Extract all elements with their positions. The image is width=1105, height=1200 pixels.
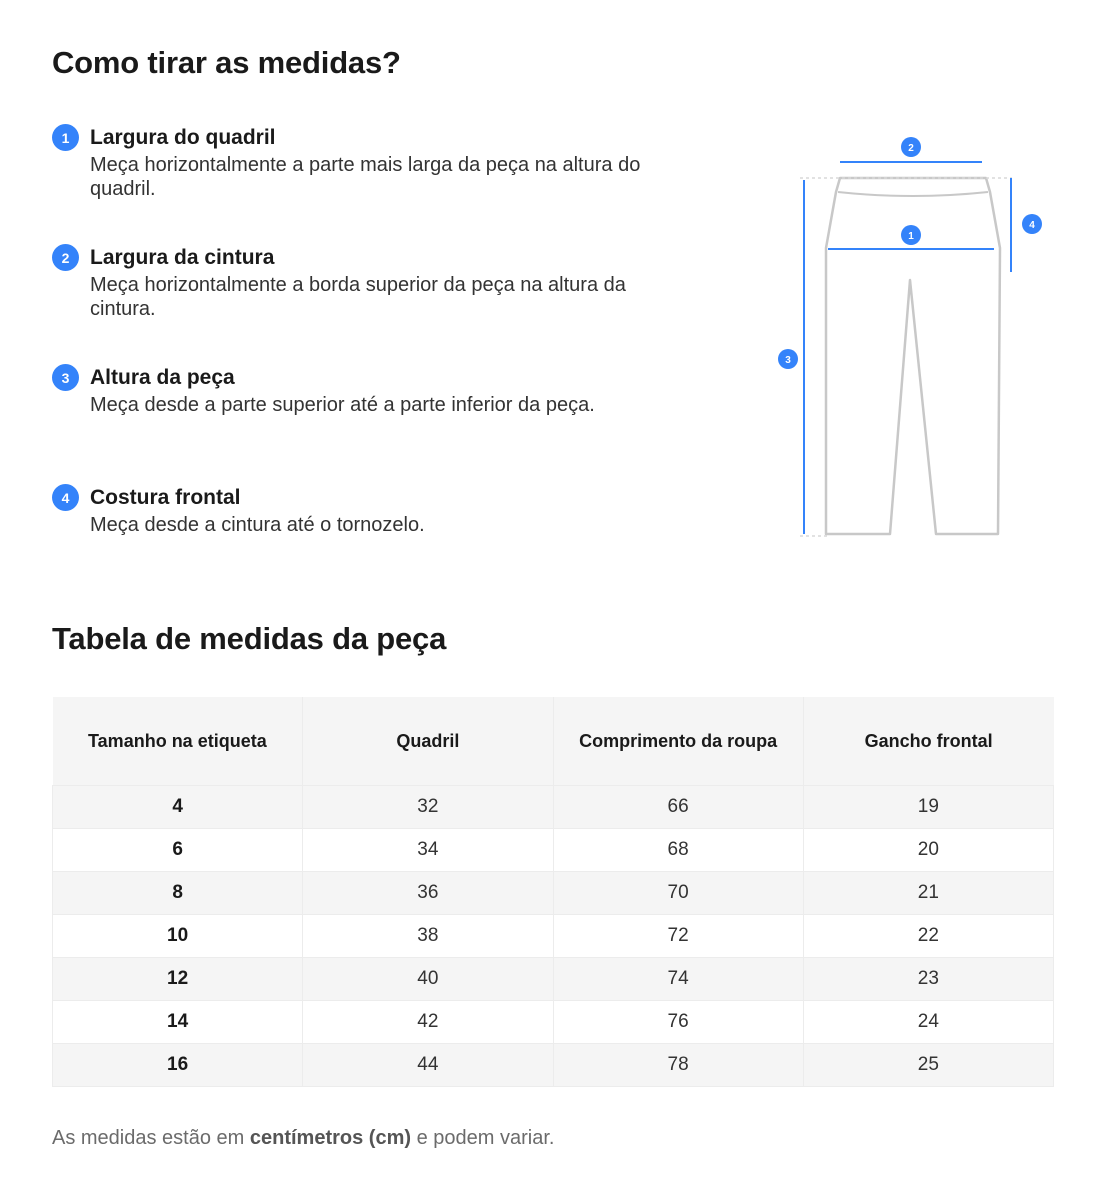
hip-cell: 36 — [303, 872, 553, 915]
front-rise-cell: 19 — [803, 786, 1053, 829]
front-rise-cell: 23 — [803, 958, 1053, 1001]
front-rise-cell: 22 — [803, 915, 1053, 958]
hip-cell: 34 — [303, 829, 553, 872]
svg-text:3: 3 — [785, 355, 791, 366]
page-title: Como tirar as medidas? — [52, 45, 401, 80]
table-row — [53, 915, 1054, 958]
size-cell: 6 — [53, 829, 303, 872]
size-cell: 4 — [53, 786, 303, 829]
marker-3 — [778, 349, 798, 369]
size-cell: 10 — [53, 915, 303, 958]
marker-2 — [901, 137, 921, 157]
size-table — [52, 697, 1054, 1087]
table-row — [53, 1001, 1054, 1044]
table-row — [53, 1044, 1054, 1087]
table-row — [53, 872, 1054, 915]
length-cell: 66 — [553, 786, 803, 829]
length-cell: 68 — [553, 829, 803, 872]
footnote-unit: centímetros (cm) — [249, 1127, 412, 1149]
footnote-text: e podem variar. — [411, 1127, 555, 1149]
table-row — [53, 958, 1054, 1001]
step-number-badge: 1 — [52, 124, 79, 151]
length-cell: 78 — [553, 1044, 803, 1087]
column-header-front-rise: Gancho frontal — [803, 697, 1053, 786]
length-cell: 72 — [553, 915, 803, 958]
step-title: Costura frontal — [90, 486, 241, 509]
marker-4 — [1022, 214, 1042, 234]
step-description: Meça desde a parte superior até a parte inferior da peça. — [90, 394, 595, 416]
hip-cell: 42 — [303, 1001, 553, 1044]
column-header-size: Tamanho na etiqueta — [53, 697, 303, 786]
hip-cell: 44 — [303, 1044, 553, 1087]
table-row — [53, 786, 1054, 829]
pants-measurement-illustration — [760, 130, 1060, 550]
size-cell: 14 — [53, 1001, 303, 1044]
size-cell: 12 — [53, 958, 303, 1001]
marker-1 — [901, 225, 921, 245]
length-cell: 76 — [553, 1001, 803, 1044]
length-cell: 70 — [553, 872, 803, 915]
size-cell: 8 — [53, 872, 303, 915]
step-number-badge: 4 — [52, 484, 79, 511]
table-header-row — [53, 697, 1054, 786]
step-description: Meça horizontalmente a parte mais larga da peça na altura do quadril. — [90, 154, 641, 200]
front-rise-cell: 24 — [803, 1001, 1053, 1044]
hip-cell: 38 — [303, 915, 553, 958]
length-cell: 74 — [553, 958, 803, 1001]
step-title: Largura do quadril — [90, 126, 276, 149]
pants-diagram — [760, 130, 1060, 550]
footnote-text: As medidas estão em — [52, 1127, 250, 1149]
front-rise-cell: 21 — [803, 872, 1053, 915]
table-row — [53, 829, 1054, 872]
step-number-badge: 2 — [52, 244, 79, 271]
size-cell: 16 — [53, 1044, 303, 1087]
step-number-badge: 3 — [52, 364, 79, 391]
column-header-hip: Quadril — [303, 697, 553, 786]
step-title: Largura da cintura — [90, 246, 275, 269]
front-rise-cell: 25 — [803, 1044, 1053, 1087]
step-description: Meça desde a cintura até o tornozelo. — [90, 514, 425, 536]
step-title: Altura da peça — [90, 366, 235, 389]
column-header-length: Comprimento da roupa — [553, 697, 803, 786]
hip-cell: 32 — [303, 786, 553, 829]
step-description: Meça horizontalmente a borda superior da peça na altura da cintura. — [90, 274, 626, 320]
front-rise-cell: 20 — [803, 829, 1053, 872]
svg-text:2: 2 — [908, 143, 914, 154]
hip-cell: 40 — [303, 958, 553, 1001]
size-table-title: Tabela de medidas da peça — [52, 621, 447, 656]
units-footnote — [52, 1124, 554, 1152]
svg-text:1: 1 — [908, 231, 914, 242]
svg-text:4: 4 — [1029, 220, 1035, 231]
